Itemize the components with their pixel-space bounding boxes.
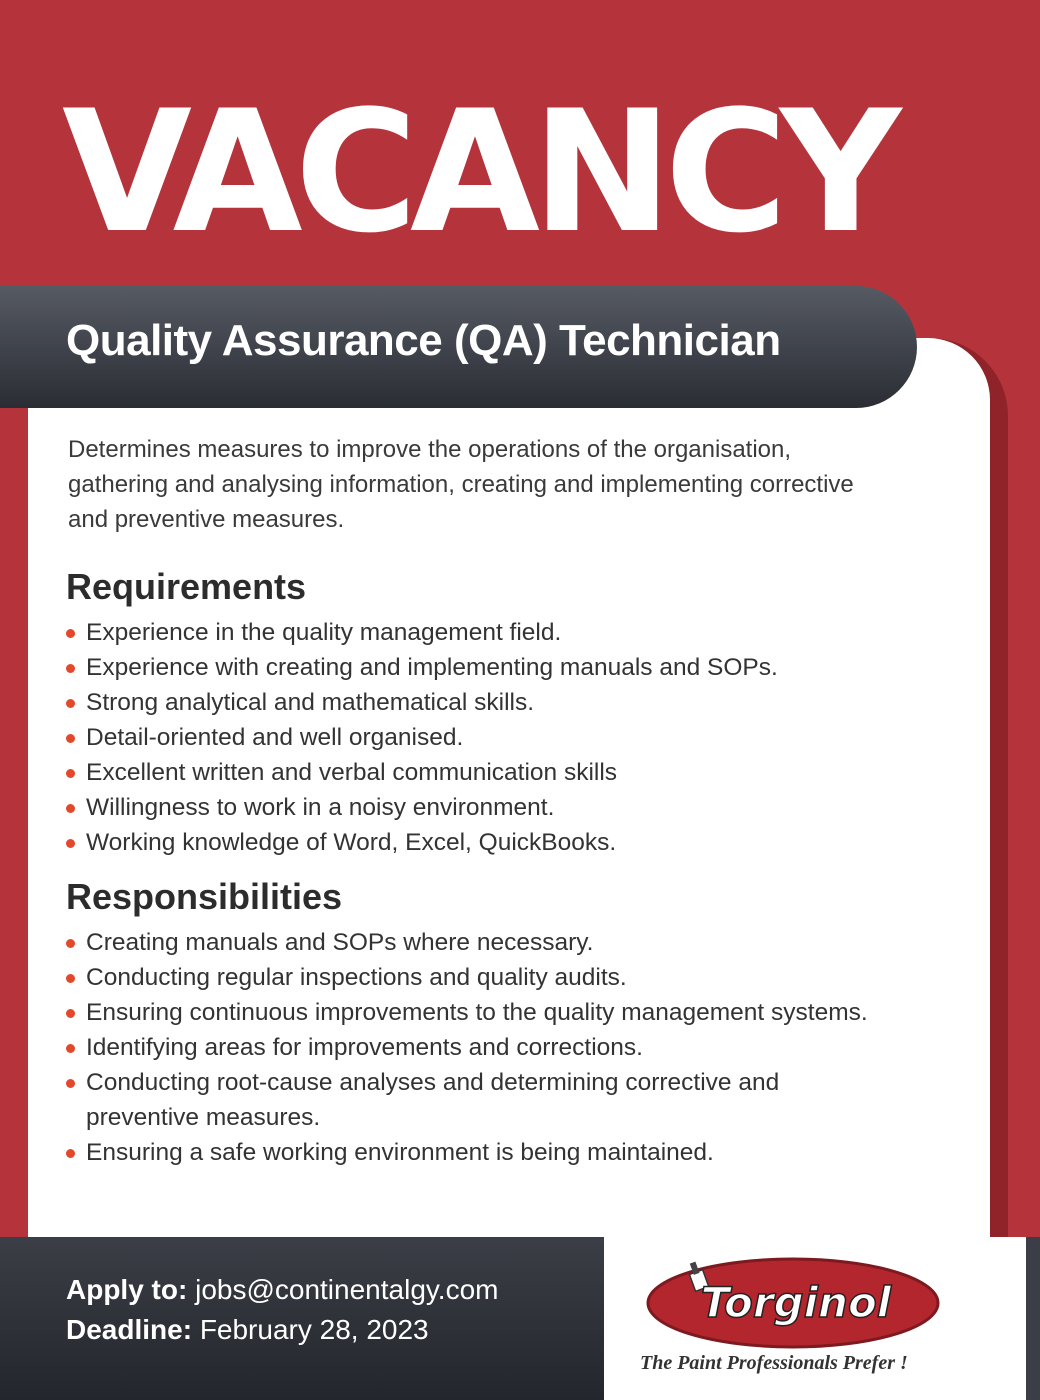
bullet-icon — [66, 1009, 75, 1018]
requirement-text: Excellent written and verbal communication skills — [86, 759, 618, 786]
requirement-item — [62, 790, 962, 825]
responsibility-text: Conducting root-cause analyses and determining corrective and preventive measures. — [86, 1069, 780, 1131]
responsibilities-list — [62, 925, 962, 1170]
requirement-text: Working knowledge of Word, Excel, QuickBooks. — [86, 829, 617, 856]
bullet-icon — [66, 664, 75, 673]
bullet-icon — [66, 1044, 75, 1053]
bullet-icon — [66, 804, 75, 813]
responsibility-text: Creating manuals and SOPs where necessary. — [86, 929, 594, 956]
job-title: Quality Assurance (QA) Technician — [66, 316, 781, 365]
deadline-line — [66, 1314, 429, 1346]
bullet-icon — [66, 699, 75, 708]
apply-to-line — [66, 1274, 499, 1306]
requirement-text: Willingness to work in a noisy environment. — [86, 794, 555, 821]
responsibility-text: Conducting regular inspections and quality audits. — [86, 964, 627, 991]
bullet-icon — [66, 974, 75, 983]
requirement-text: Detail-oriented and well organised. — [86, 724, 464, 751]
bullet-icon — [66, 734, 75, 743]
responsibility-text: Ensuring a safe working environment is being maintained. — [86, 1139, 714, 1166]
responsibility-item — [62, 925, 962, 960]
responsibilities-heading: Responsibilities — [66, 876, 343, 917]
requirement-text: Strong analytical and mathematical skills. — [86, 689, 535, 716]
logo-tagline: The Paint Professionals Prefer ! — [640, 1352, 908, 1374]
responsibility-text: Identifying areas for improvements and corrections. — [86, 1034, 643, 1061]
responsibility-item — [62, 1030, 962, 1065]
apply-label: Apply to: — [66, 1274, 188, 1305]
job-description: Determines measures to improve the operations of the organisation, gathering and analysing information, creating and implementing corrective and preventive measures. — [68, 436, 854, 533]
requirement-item — [62, 720, 962, 755]
requirement-item — [62, 650, 962, 685]
responsibility-item — [62, 960, 962, 995]
requirements-list — [62, 615, 962, 860]
bullet-icon — [66, 939, 75, 948]
requirements-heading: Requirements — [66, 566, 307, 607]
responsibility-text: Ensuring continuous improvements to the quality management systems. — [86, 999, 868, 1026]
responsibility-item — [62, 1135, 962, 1170]
job-title-bar — [0, 286, 917, 408]
vacancy-headline: VACANCY — [62, 74, 894, 270]
apply-email-link[interactable]: jobs@continentalgy.com — [195, 1274, 499, 1305]
bullet-icon — [66, 629, 75, 638]
logo-wordmark: Torginol — [700, 1278, 892, 1327]
bullet-icon — [66, 839, 75, 848]
requirement-text: Experience with creating and implementing manuals and SOPs. — [86, 654, 778, 681]
bullet-icon — [66, 1149, 75, 1158]
requirement-item — [62, 825, 962, 860]
requirement-item — [62, 685, 962, 720]
deadline-date: February 28, 2023 — [199, 1314, 429, 1345]
responsibility-item — [62, 1065, 846, 1135]
requirement-item — [62, 615, 962, 650]
bullet-icon — [66, 769, 75, 778]
requirement-text: Experience in the quality management field. — [86, 619, 562, 646]
footer-edge — [1026, 1237, 1040, 1400]
torginol-logo — [646, 1257, 940, 1349]
responsibility-item — [62, 995, 962, 1030]
bullet-icon — [66, 1079, 75, 1088]
requirement-item — [62, 755, 962, 790]
deadline-label: Deadline: — [66, 1314, 193, 1345]
